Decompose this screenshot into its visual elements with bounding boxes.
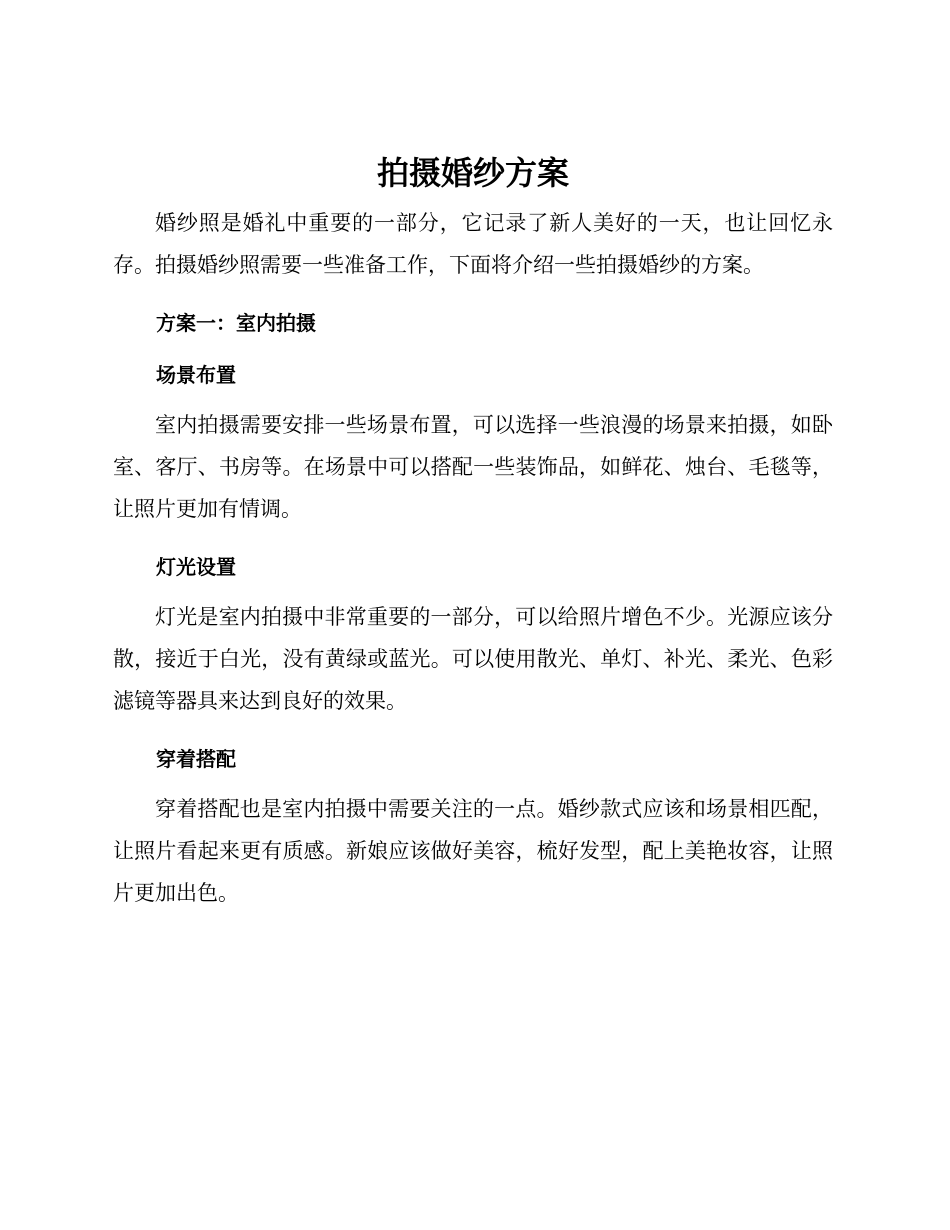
section-body-scene: 室内拍摄需要安排一些场景布置，可以选择一些浪漫的场景来拍摄，如卧室、客厅、书房等。在场景中可以搭配一些装饰品，如鲜花、烛台、毛毯等，让照片更加有情调。 — [113, 413, 833, 521]
section-heading-lighting: 灯光设置 — [156, 555, 236, 579]
plan-heading: 方案一：室内拍摄 — [156, 311, 316, 335]
section-heading-scene: 场景布置 — [156, 363, 236, 387]
intro-paragraph: 婚纱照是婚礼中重要的一部分，它记录了新人美好的一天，也让回忆永存。拍摄婚纱照需要一些准备工作，下面将介绍一些拍摄婚纱的方案。 — [113, 211, 833, 277]
document-title: 拍摄婚纱方案 — [376, 154, 569, 192]
section-body-outfit: 穿着搭配也是室内拍摄中需要关注的一点。婚纱款式应该和场景相匹配，让照片看起来更有质感。新娘应该做好美容，梳好发型，配上美艳妆容，让照片更加出色。 — [113, 797, 833, 905]
document-page — [113, 148, 833, 914]
section-heading-outfit: 穿着搭配 — [156, 747, 236, 771]
section-body-lighting: 灯光是室内拍摄中非常重要的一部分，可以给照片增色不少。光源应该分散，接近于白光，没有黄绿或蓝光。可以使用散光、单灯、补光、柔光、色彩滤镜等器具来达到良好的效果。 — [113, 605, 833, 713]
